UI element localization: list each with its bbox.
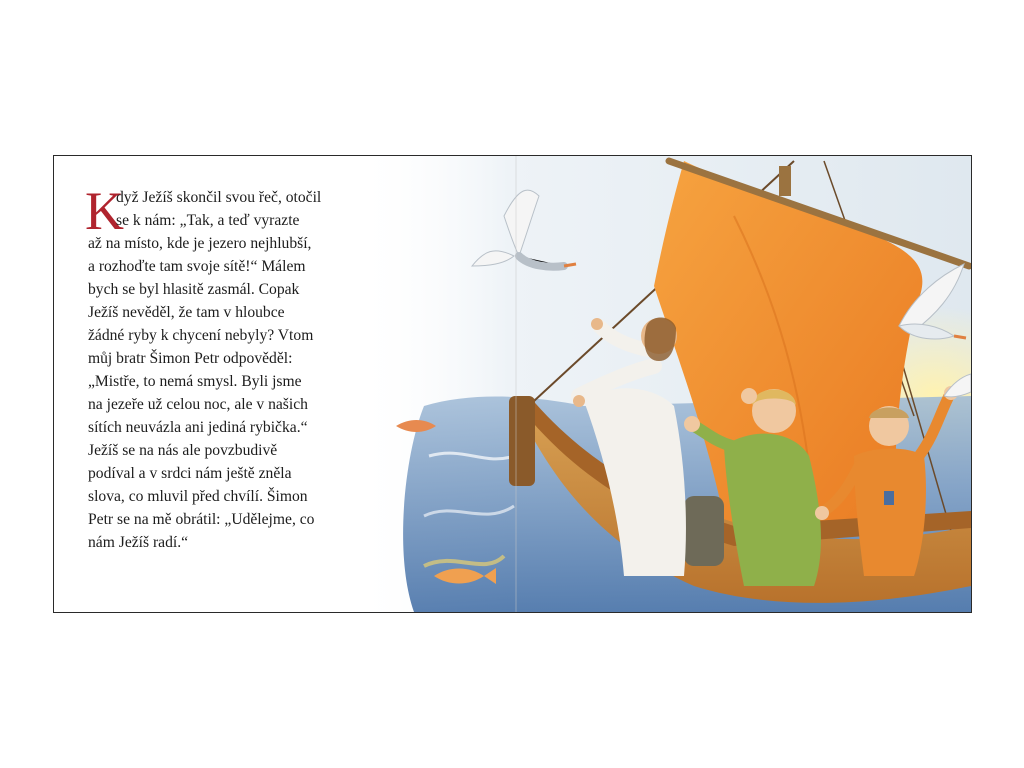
text-line: „Mistře, to nemá smysl. Byli jsme	[88, 373, 302, 390]
text-line: bych se byl hlasitě zasmál. Copak	[88, 281, 300, 298]
text-line: podíval a v srdci nám ještě zněla	[88, 465, 292, 482]
book-spread	[53, 155, 972, 613]
text-line: se k nám: „Tak, a teď vyrazte	[116, 212, 300, 229]
boat-illustration	[354, 156, 971, 612]
text-line: až na místo, kde je jezero nejhlubší,	[88, 235, 312, 252]
drop-cap: K	[85, 181, 124, 241]
text-line: na jezeře už celou noc, ale v našich	[88, 396, 308, 413]
text-line: a rozhoďte tam svoje sítě!“ Málem	[88, 258, 306, 275]
text-line: Ježíš nevěděl, že tam v hloubce	[88, 304, 285, 321]
text-line: dyž Ježíš skončil svou řeč, otočil	[116, 189, 322, 206]
post	[509, 396, 535, 486]
text-line: můj bratr Šimon Petr odpověděl:	[88, 350, 293, 367]
text-line: žádné ryby k chycení nebyly? Vtom	[88, 327, 314, 344]
mast	[779, 166, 791, 196]
text-line: Petr se na mě obrátil: „Udělejme, co	[88, 511, 315, 528]
text-line: Ježíš se na nás ale povzbudivě	[88, 442, 278, 459]
text-line: nám Ježíš radí.“	[88, 534, 189, 551]
text-line: sítích neuvázla ani jediná rybička.“	[88, 419, 308, 436]
text-line: slova, co mluvil před chvílí. Šimon	[88, 488, 308, 505]
